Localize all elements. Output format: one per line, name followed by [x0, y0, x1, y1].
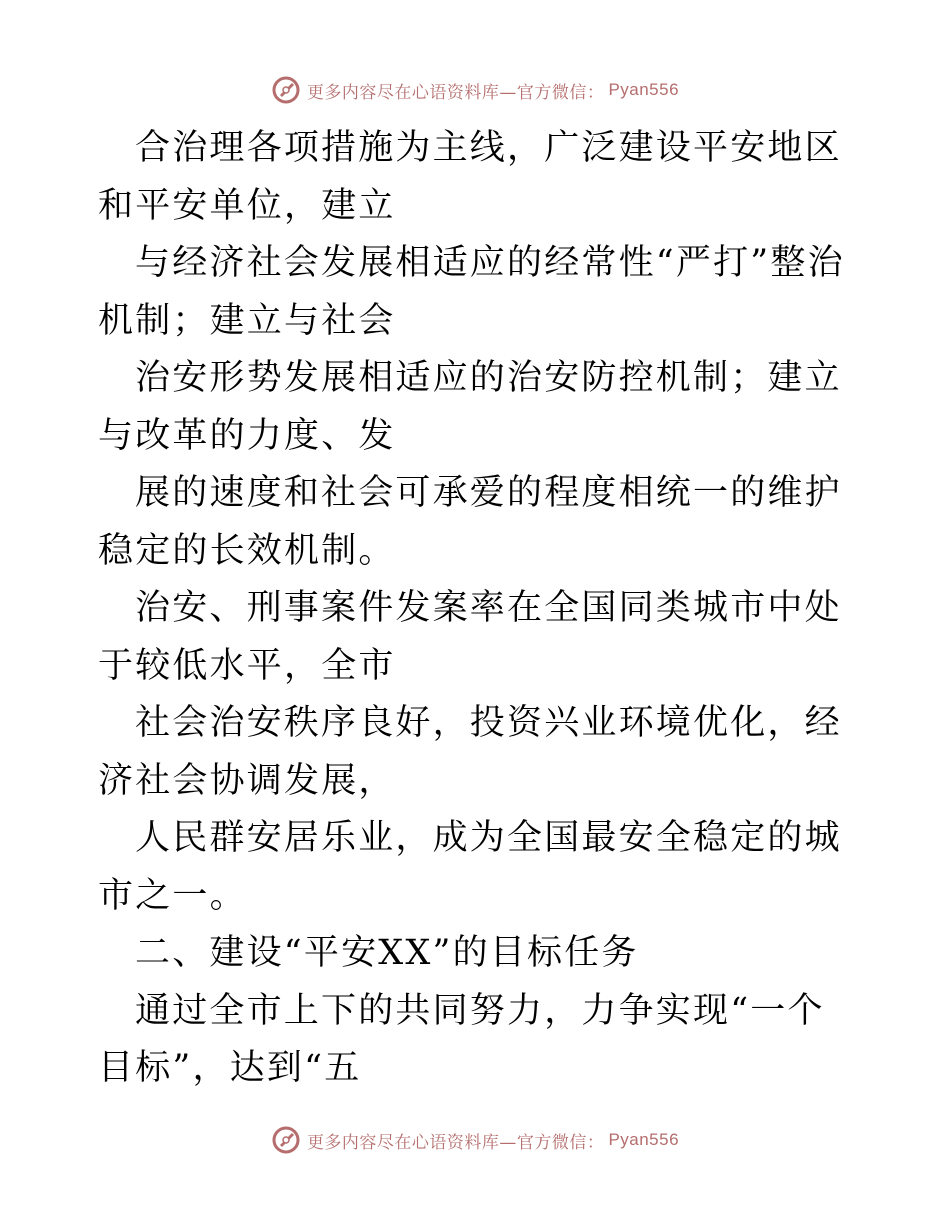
paragraph-line: 会协调发展， [172, 760, 396, 801]
header-watermark [0, 72, 950, 108]
paragraph-line: 社会治安秩序良好，投资兴业环境优化，经济社 [98, 703, 842, 801]
watermark-id: Pyan556 [608, 80, 680, 99]
paragraph-line: 通过全市上下的共同努力，力争实现“一个目 [98, 990, 825, 1088]
section-heading [98, 925, 858, 983]
watermark-text: 更多内容尽在心语资料库—官方微信： [306, 1132, 605, 1153]
paragraph-line: 的长效机制。 [172, 530, 396, 571]
paragraph-line: 制；建立与社会 [135, 300, 396, 341]
paragraph [98, 120, 858, 235]
logo-icon [271, 1125, 301, 1155]
paragraph [98, 350, 858, 465]
paragraph-line: 一。 [172, 875, 247, 916]
paragraph [98, 810, 858, 925]
paragraph-line: 标”，达到“五 [135, 1048, 362, 1088]
paragraph [98, 580, 858, 695]
paragraph-line: 与经济社会发展相适应的经常性“严打”整治机 [98, 243, 845, 341]
paragraph-line: 治安、刑事案件发案率在全国同类城市中处于较 [98, 588, 842, 686]
paragraph-line: 低水平，全市 [172, 645, 396, 686]
paragraph-line: 革的力度、发 [172, 415, 396, 456]
paragraph [98, 465, 858, 580]
watermark-id: Pyan556 [608, 1130, 680, 1149]
paragraph-line: 安单位，建立 [172, 185, 396, 226]
paragraph-line: 治安形势发展相适应的治安防控机制；建立与改 [98, 358, 842, 456]
paragraph-line: 人民群安居乐业，成为全国最安全稳定的城市之 [98, 818, 842, 916]
footer-watermark [0, 1122, 950, 1158]
paragraph [98, 983, 858, 1098]
document-body [98, 120, 858, 1098]
paragraph [98, 235, 858, 350]
watermark-text: 更多内容尽在心语资料库—官方微信： [306, 82, 605, 103]
paragraph-line: 合治理各项措施为主线，广泛建设平安地区和平 [98, 128, 842, 226]
logo-icon [271, 75, 301, 105]
paragraph [98, 695, 858, 810]
heading-text: 二、建设“平安XX”的目标任务 [135, 933, 639, 973]
paragraph-line: 展的速度和社会可承爱的程度相统一的维护稳定 [98, 473, 842, 571]
